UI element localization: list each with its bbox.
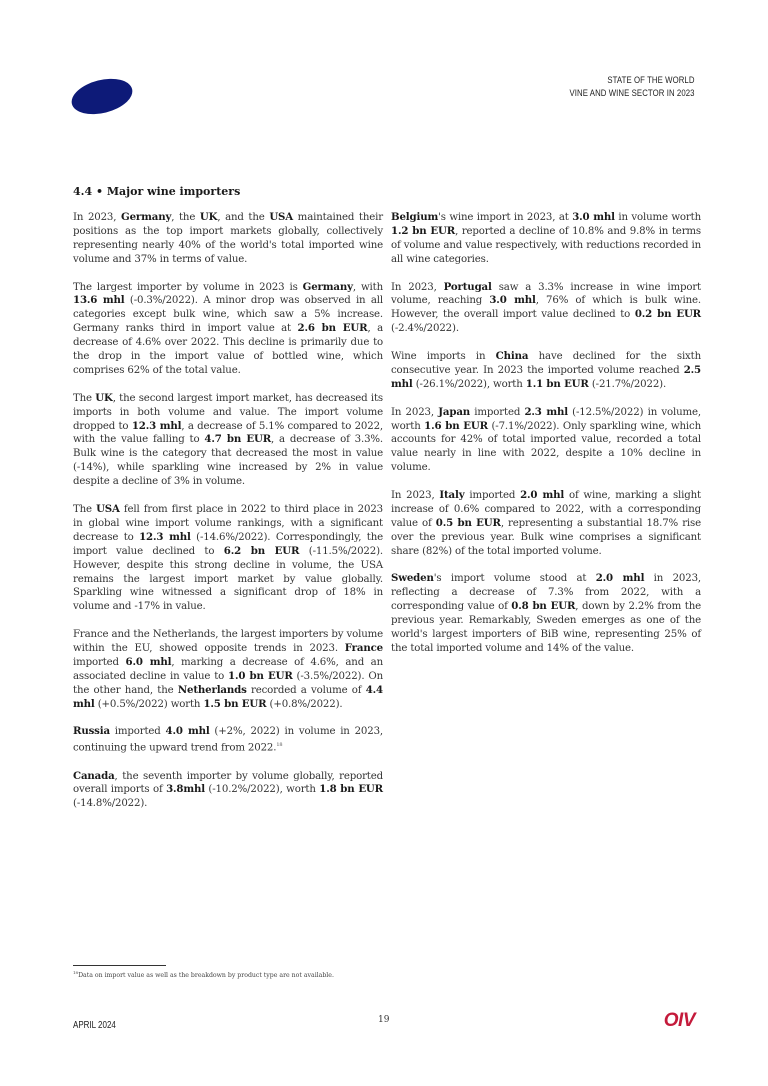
emphasis: Portugal: [443, 280, 492, 293]
footnote-reference: 18: [276, 742, 283, 749]
paragraph-portugal: [391, 281, 701, 337]
paragraph-germany: [73, 281, 383, 378]
emphasis: 2.3 mhl: [524, 405, 568, 418]
text: , a decrease of 4.6% over 2022. This decline is primarily due to the drop in the import value of bottled wine, which comprises 62% of the total value.: [73, 323, 383, 376]
footnote-text: Data on import value as well as the breakdown by product type are not available.: [78, 972, 334, 980]
text: (-14.8%/2022).: [73, 798, 148, 810]
text: 's import volume stood at: [433, 573, 596, 585]
paragraph-sweden: [391, 572, 701, 655]
text: , reported a decline of 10.8% and 9.8% in terms of volume and value respectively, with reductions recorded in all wine categories.: [391, 225, 701, 265]
emphasis: 4.0 mhl: [165, 725, 210, 738]
text: maintained their positions as the top import markets globally, collectively representing nearly 40% of the world's total imported wine volume and 37% in terms of value.: [73, 212, 383, 265]
text: , with: [352, 281, 383, 293]
text: (-10.2%/2022), worth: [204, 784, 320, 796]
emphasis: Sweden: [391, 572, 434, 585]
paragraph-france-netherlands: [73, 628, 383, 711]
text: In 2023,: [391, 281, 444, 293]
emphasis: 4.7 bn EUR: [204, 433, 272, 446]
paragraph-usa: [73, 503, 383, 614]
paragraph-italy: [391, 489, 701, 559]
emphasis: 13.6 mhl: [73, 294, 125, 307]
text: The largest importer by volume in 2023 is: [73, 281, 303, 293]
text: , the: [171, 212, 200, 223]
footer-date: APRIL 2024: [73, 1020, 116, 1031]
text: (-3.5%/2022). On the other hand, the: [73, 670, 383, 696]
text: (-26.1%/2022), worth: [412, 378, 526, 390]
emphasis: 12.3 mhl: [131, 419, 182, 432]
oiv-logo: OIV: [663, 1010, 695, 1031]
emphasis: 1.0 bn EUR: [228, 669, 293, 682]
section-heading: 4.4 • Major wine importers: [73, 185, 241, 198]
text: (+0.8%/2022).: [266, 698, 343, 710]
text: , the second largest import market, has decreased its imports in both volume and value. The import volume dropped to: [73, 392, 383, 432]
emphasis: USA: [269, 211, 294, 223]
text: , marking a decrease of 4.6%, and an associated decline in value to: [73, 656, 384, 682]
text: imported: [470, 406, 525, 418]
emphasis: 4.4 mhl: [73, 683, 383, 710]
text: Wine imports in: [391, 351, 496, 363]
text: (-12.5%/2022) in volume, worth: [391, 406, 701, 432]
text: (-21.7%/2022).: [588, 378, 667, 390]
emphasis: UK: [199, 211, 218, 223]
emphasis: 2.6 bn EUR: [297, 322, 368, 335]
text: imported: [464, 490, 521, 502]
paragraph-japan: [391, 406, 701, 476]
emphasis: 1.6 bn EUR: [424, 419, 488, 432]
text: The: [73, 392, 96, 404]
emphasis: Belgium: [391, 211, 439, 223]
paragraph-russia: [73, 725, 383, 755]
oiv-emblem-logo: [68, 73, 136, 120]
text: In 2023,: [391, 490, 440, 502]
paragraph-intro: [73, 211, 383, 267]
emphasis: 3.0 mhl: [489, 294, 536, 307]
text: imported: [73, 656, 126, 668]
emphasis: Netherlands: [177, 683, 247, 696]
text: In 2023,: [73, 212, 122, 223]
text: (-7.1%/2022). Only sparkling wine, which accounts for 42% of total imported value, recorded a total value nearly in line with 2022, despite a 10% decline in volume.: [391, 420, 701, 474]
emphasis: 2.0 mhl: [520, 489, 565, 502]
emphasis: 0.5 bn EUR: [435, 516, 501, 529]
document-header: [570, 75, 695, 100]
page-number: 19: [378, 1015, 390, 1025]
text: , down by 2.2% from the previous year. Remarkably, Sweden emerges as one of the world's largest importers of BiB wine, representing 25% of the total imported volume and 14% of the value.: [391, 601, 701, 655]
emphasis: 1.5 bn EUR: [203, 697, 267, 710]
emphasis: 6.2 bn EUR: [223, 544, 300, 557]
text: 's wine import in 2023, at: [438, 212, 573, 223]
paragraph-belgium: [391, 211, 701, 267]
text: , a decrease of 3.3%. Bulk wine is the category that decreased the most in value (-14%), while sparkling wine increased by 2% in value despite a decline of 3% in volume.: [73, 434, 384, 488]
emphasis: 12.3 mhl: [139, 530, 191, 543]
text: , 76% of which is bulk wine. However, the overall import value declined to: [391, 295, 701, 321]
text: have declined for the sixth consecutive year. In 2023 the imported volume reached: [391, 351, 702, 376]
text: (+2%, 2022) in volume in 2023, continuing the upward trend from 2022.: [73, 726, 383, 754]
text: , the seventh importer by volume globally, reported overall imports of: [73, 770, 383, 796]
emphasis: Russia: [73, 725, 110, 738]
text: fell from first place in 2022 to third place in 2023 in global wine import volume rankings, with a significant decrease to: [73, 503, 383, 543]
text: , and the: [217, 212, 270, 223]
emphasis: Italy: [439, 489, 465, 502]
emphasis: 0.2 bn EUR: [634, 308, 701, 321]
emphasis: 3.8mhl: [166, 783, 205, 796]
emphasis: 2.0 mhl: [595, 572, 645, 585]
paragraph-uk: [73, 392, 383, 489]
text: (-14.6%/2022). Correspondingly, the import value declined to: [73, 531, 384, 557]
footnote-divider: [73, 965, 166, 966]
footnote-marker: 18: [73, 970, 79, 975]
header-title-line1: STATE OF THE WORLD: [607, 75, 695, 86]
left-column: [73, 211, 383, 825]
footnote: [73, 970, 334, 979]
header-title-line2: VINE AND WINE SECTOR IN 2023: [569, 87, 695, 99]
emphasis: Germany: [302, 280, 353, 293]
text: (-11.5%/2022). However, despite this strong decline in volume, the USA remains the largest import market by value globally. Sparkling wine witnessed a significant drop of 18% in volume and -17% in value.: [73, 545, 384, 613]
text: The: [73, 503, 97, 515]
text: , a decrease of 5.1% compared to 2022, with the value falling to: [73, 420, 384, 446]
emphasis: Germany: [121, 211, 172, 223]
right-column: [391, 211, 701, 670]
emphasis: UK: [95, 391, 113, 404]
text: of wine, marking a slight increase of 0.6% compared to 2022, with a corresponding value of: [391, 490, 701, 529]
text: saw a 3.3% increase in wine import volume, reaching: [391, 281, 701, 307]
text: imported: [109, 726, 166, 738]
emphasis: China: [495, 350, 529, 363]
emphasis: 0.8 bn EUR: [511, 600, 576, 613]
text: (-0.3%/2022). A minor drop was observed in all categories except bulk wine, which saw a 5% increase. Germany ranks third in import value at: [73, 295, 383, 335]
text: France and the Netherlands, the largest importers by volume within the EU, showed opposite trends in 2023.: [73, 629, 383, 655]
text: (+0.5%/2022) worth: [94, 698, 204, 710]
emphasis: 3.0 mhl: [572, 211, 615, 223]
paragraph-canada: [73, 770, 383, 812]
emphasis: USA: [96, 502, 120, 515]
text: In 2023,: [391, 406, 439, 418]
text: recorded a volume of: [246, 684, 366, 696]
emphasis: 1.2 bn EUR: [391, 224, 456, 237]
paragraph-china: [391, 350, 701, 392]
text: in 2023, reflecting a decrease of 7.3% from 2022, with a corresponding value of: [391, 573, 701, 613]
emphasis: Japan: [438, 405, 471, 418]
emphasis: 1.1 bn EUR: [525, 377, 589, 390]
emphasis: 6.0 mhl: [125, 655, 172, 668]
text: , representing a substantial 18.7% rise over the previous year. Bulk wine comprises a significant share (82%) of the total imported volume.: [391, 517, 701, 557]
emphasis: Canada: [73, 769, 115, 782]
emphasis: 2.5 mhl: [391, 363, 701, 390]
emphasis: France: [344, 642, 383, 655]
text: in volume worth: [614, 212, 701, 223]
text: (-2.4%/2022).: [391, 323, 459, 335]
emphasis: 1.8 bn EUR: [319, 783, 383, 796]
